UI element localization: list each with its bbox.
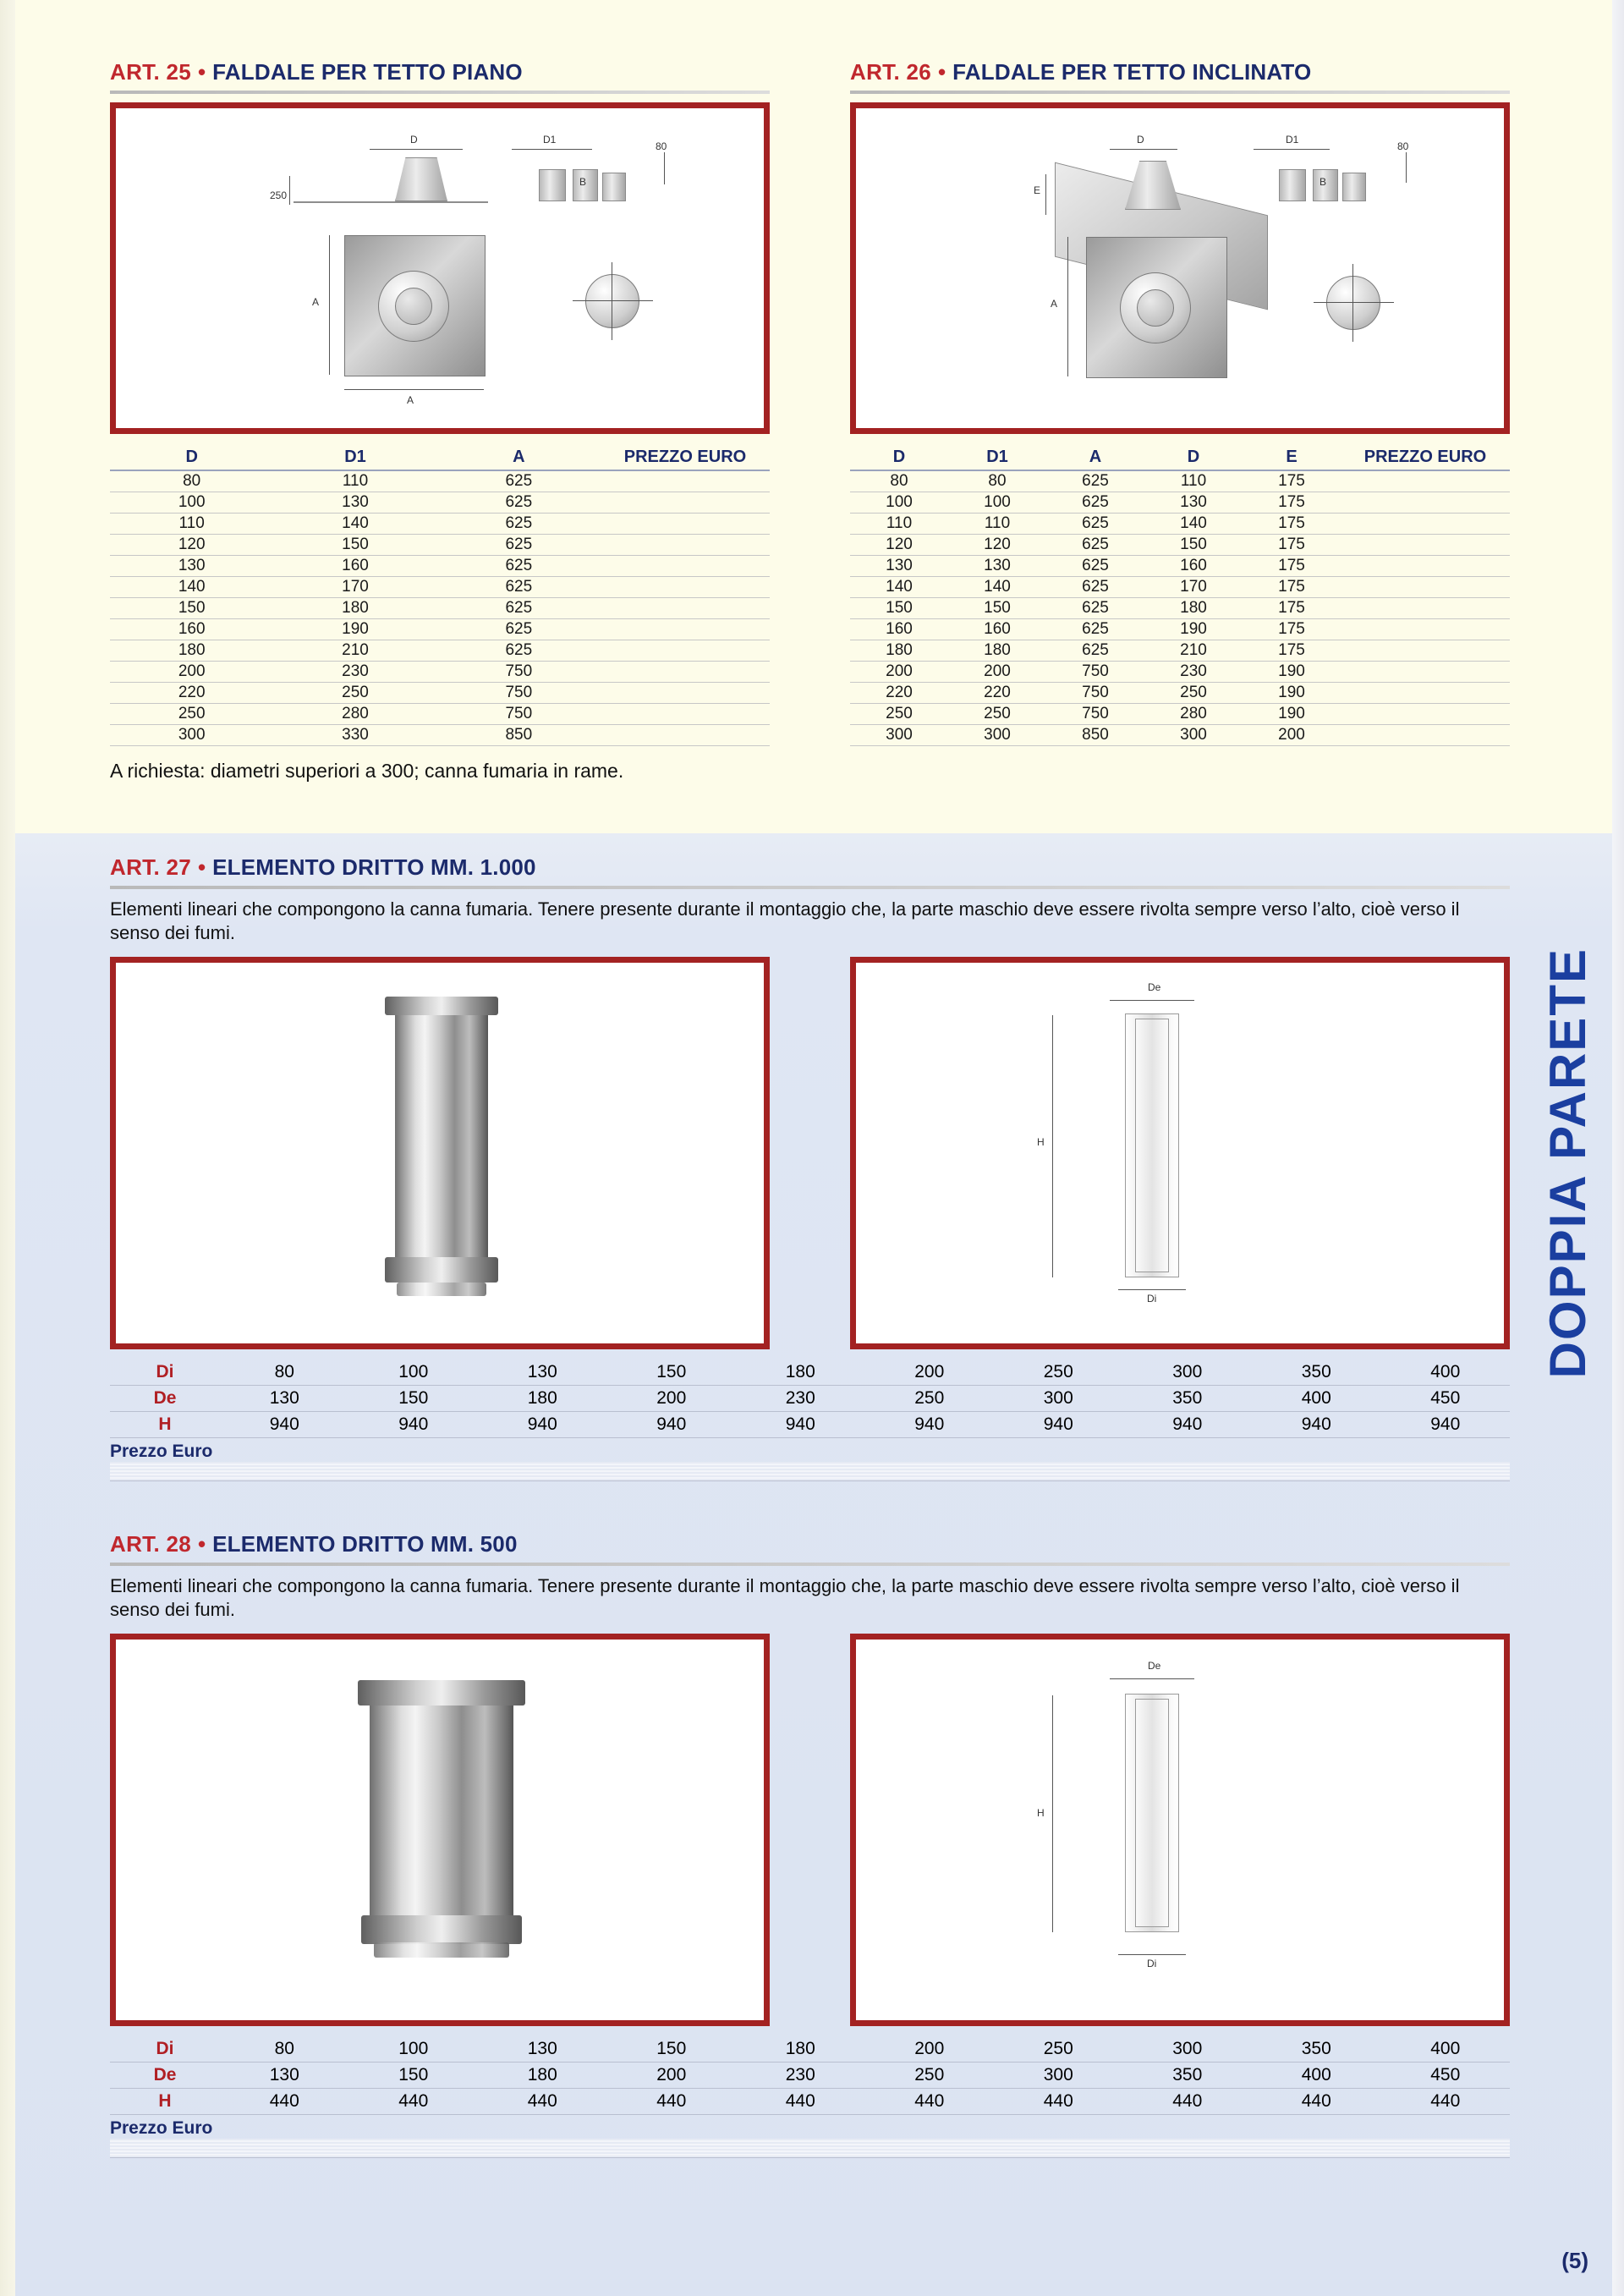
cell: 150 (948, 598, 1046, 619)
cell: 100 (850, 492, 948, 514)
section-art-27 (110, 854, 1510, 1481)
cell-price (601, 725, 770, 746)
cell: 440 (1123, 2089, 1253, 2115)
cell: 200 (607, 1386, 737, 1412)
cell: 940 (1381, 1412, 1511, 1438)
row-label-h: H (110, 2089, 220, 2115)
col-d1: D1 (273, 446, 436, 470)
cell: 625 (1046, 470, 1144, 492)
col-e: E (1243, 446, 1341, 470)
cell-price (1341, 725, 1510, 746)
art-28-rule (110, 1563, 1510, 1566)
cell: 200 (1243, 725, 1341, 746)
table-row (850, 556, 1510, 577)
cell: 120 (948, 535, 1046, 556)
cell: 300 (994, 1386, 1123, 1412)
cell: 940 (607, 1412, 737, 1438)
cell-price (1341, 662, 1510, 683)
art-25-rule (110, 91, 770, 94)
cell: 110 (110, 514, 273, 535)
art-28-heading (110, 1531, 1510, 1557)
table-row (110, 556, 770, 577)
cell: 440 (478, 2089, 607, 2115)
table-row (110, 662, 770, 683)
cell: 400 (1252, 1386, 1381, 1412)
availability-note: A richiesta: diametri superiori a 300; canna fumaria in rame. (110, 760, 624, 782)
cell: 140 (948, 577, 1046, 598)
table-row (850, 662, 1510, 683)
cell: 190 (1243, 704, 1341, 725)
cell: 230 (736, 2063, 865, 2089)
table-row (110, 492, 770, 514)
table-row-de (110, 2063, 1510, 2089)
cell: 940 (1123, 1412, 1253, 1438)
cell: 80 (110, 470, 273, 492)
cell: 220 (110, 683, 273, 704)
art-27-number: ART. 27 (110, 854, 192, 880)
cell: 750 (437, 683, 601, 704)
art-27-title: ELEMENTO DRITTO MM. 1.000 (212, 854, 536, 880)
cell: 140 (1144, 514, 1243, 535)
cell: 350 (1252, 1359, 1381, 1386)
cell: 150 (349, 2063, 479, 2089)
cell: 190 (1243, 662, 1341, 683)
table-row (110, 683, 770, 704)
cell: 625 (437, 514, 601, 535)
row-label-di: Di (110, 1359, 220, 1386)
table-row (850, 470, 1510, 492)
cell: 140 (110, 577, 273, 598)
cell: 625 (437, 556, 601, 577)
art-26-title: FALDALE PER TETTO INCLINATO (952, 59, 1312, 85)
art-27-heading (110, 854, 1510, 881)
cell-price (1341, 598, 1510, 619)
cell-price (1341, 535, 1510, 556)
table-header-row (850, 446, 1510, 470)
cell: 210 (273, 640, 436, 662)
label-di: Di (1147, 1293, 1157, 1305)
cell: 220 (850, 683, 948, 704)
cell: 940 (865, 1412, 995, 1438)
cell: 850 (437, 725, 601, 746)
cell-price (601, 683, 770, 704)
cell: 170 (273, 577, 436, 598)
cell: 110 (948, 514, 1046, 535)
col-prezzo: PREZZO EURO (601, 446, 770, 470)
table-row-h (110, 2089, 1510, 2115)
cell: 130 (110, 556, 273, 577)
cell: 130 (1144, 492, 1243, 514)
cell: 940 (478, 1412, 607, 1438)
table-row (110, 725, 770, 746)
table-row-di (110, 1359, 1510, 1386)
art-25-bullet: • (198, 59, 206, 85)
art-28-photo (110, 1634, 770, 2026)
cell-price (601, 492, 770, 514)
table-row (850, 514, 1510, 535)
cell: 250 (865, 2063, 995, 2089)
art-28-bullet: • (198, 1531, 206, 1557)
table-row (110, 704, 770, 725)
cell: 280 (1144, 704, 1243, 725)
cell: 625 (437, 535, 601, 556)
art-28-images (110, 1634, 1510, 2026)
cell: 250 (865, 1386, 995, 1412)
cell-price (1341, 492, 1510, 514)
cell: 150 (1144, 535, 1243, 556)
cell: 750 (1046, 704, 1144, 725)
art-25-table-body (110, 470, 770, 746)
art-27-table (110, 1359, 1510, 1438)
art-25-title: FALDALE PER TETTO PIANO (212, 59, 523, 85)
cell: 175 (1243, 535, 1341, 556)
col-d: D (110, 446, 273, 470)
cell: 625 (1046, 492, 1144, 514)
row-label-de: De (110, 2063, 220, 2089)
art-26-rule (850, 91, 1510, 94)
table-row (110, 619, 770, 640)
art-25-heading (110, 59, 770, 85)
cell: 150 (607, 2036, 737, 2063)
section-banner: DOPPIA PARETE (1539, 948, 1596, 1379)
cell: 300 (994, 2063, 1123, 2089)
cell: 940 (736, 1412, 865, 1438)
cell: 100 (110, 492, 273, 514)
cell: 130 (850, 556, 948, 577)
cell: 300 (1123, 2036, 1253, 2063)
cell: 160 (850, 619, 948, 640)
art-26-bullet: • (938, 59, 946, 85)
table-header-row (110, 446, 770, 470)
cell: 280 (273, 704, 436, 725)
col-d: D (850, 446, 948, 470)
cell: 180 (948, 640, 1046, 662)
cell-price (601, 662, 770, 683)
cell: 180 (1144, 598, 1243, 619)
cell: 120 (850, 535, 948, 556)
cell: 160 (273, 556, 436, 577)
table-row (850, 492, 1510, 514)
table-row (850, 704, 1510, 725)
col-a: A (1046, 446, 1144, 470)
cell: 940 (994, 1412, 1123, 1438)
art-26-number: ART. 26 (850, 59, 932, 85)
art-27-price-strip (110, 1462, 1510, 1481)
cell: 300 (850, 725, 948, 746)
art-27-bullet: • (198, 854, 206, 880)
cell: 110 (1144, 470, 1243, 492)
cell: 440 (994, 2089, 1123, 2115)
cell: 210 (1144, 640, 1243, 662)
cell: 140 (850, 577, 948, 598)
cell: 250 (273, 683, 436, 704)
cell: 100 (349, 1359, 479, 1386)
cell-price (601, 556, 770, 577)
cell: 940 (1252, 1412, 1381, 1438)
cell: 160 (110, 619, 273, 640)
cell: 190 (1243, 683, 1341, 704)
cell: 200 (607, 2063, 737, 2089)
cell: 230 (736, 1386, 865, 1412)
col-d-second: D (1144, 446, 1243, 470)
cell: 440 (607, 2089, 737, 2115)
cell: 750 (437, 662, 601, 683)
cell: 625 (1046, 556, 1144, 577)
section-art-26 (850, 59, 1510, 746)
cell: 625 (437, 640, 601, 662)
cell: 200 (110, 662, 273, 683)
table-row (850, 577, 1510, 598)
section-art-25 (110, 59, 770, 783)
cell: 190 (1144, 619, 1243, 640)
cell-price (601, 470, 770, 492)
cell-price (601, 640, 770, 662)
cell: 200 (865, 1359, 995, 1386)
section-art-28 (110, 1531, 1510, 2158)
cell: 440 (220, 2089, 349, 2115)
table-row (850, 725, 1510, 746)
row-label-de: De (110, 1386, 220, 1412)
cell: 625 (1046, 598, 1144, 619)
cell: 175 (1243, 492, 1341, 514)
label-de: De (1148, 1660, 1161, 1673)
cell: 180 (850, 640, 948, 662)
cell: 625 (1046, 514, 1144, 535)
cell: 440 (865, 2089, 995, 2115)
cell: 110 (850, 514, 948, 535)
table-row-de (110, 1386, 1510, 1412)
cell: 440 (1381, 2089, 1511, 2115)
label-de: De (1148, 981, 1161, 994)
col-d1: D1 (948, 446, 1046, 470)
table-row (110, 470, 770, 492)
cell: 250 (994, 2036, 1123, 2063)
cell-price (601, 598, 770, 619)
cell: 100 (948, 492, 1046, 514)
table-row (850, 598, 1510, 619)
cell: 625 (437, 470, 601, 492)
art-25-number: ART. 25 (110, 59, 192, 85)
cell-price (601, 577, 770, 598)
cell: 200 (948, 662, 1046, 683)
cell: 175 (1243, 514, 1341, 535)
cell-price (601, 619, 770, 640)
table-row (850, 683, 1510, 704)
cell: 250 (850, 704, 948, 725)
table-row (110, 640, 770, 662)
art-27-images (110, 957, 1510, 1349)
table-row (850, 619, 1510, 640)
cell: 80 (220, 2036, 349, 2063)
art-26-table-body (850, 470, 1510, 746)
cell: 175 (1243, 577, 1341, 598)
cell: 625 (437, 492, 601, 514)
cell: 180 (478, 1386, 607, 1412)
cell: 300 (1144, 725, 1243, 746)
label-h: H (1037, 1807, 1045, 1820)
page-number: (5) (1561, 2248, 1588, 2273)
cell-price (1341, 640, 1510, 662)
art-26-table (850, 446, 1510, 746)
table-row (110, 514, 770, 535)
cell: 230 (273, 662, 436, 683)
cell: 400 (1381, 2036, 1511, 2063)
cell: 175 (1243, 619, 1341, 640)
cell: 140 (273, 514, 436, 535)
cell: 625 (437, 598, 601, 619)
cell: 80 (220, 1359, 349, 1386)
cell: 350 (1123, 1386, 1253, 1412)
cell-price (1341, 704, 1510, 725)
cell-price (601, 704, 770, 725)
cell: 220 (948, 683, 1046, 704)
cell: 180 (273, 598, 436, 619)
label-di: Di (1147, 1958, 1157, 1970)
art-28-price-strip (110, 2139, 1510, 2158)
cell: 130 (478, 2036, 607, 2063)
cell: 150 (850, 598, 948, 619)
cell: 440 (349, 2089, 479, 2115)
col-prezzo: PREZZO EURO (1341, 446, 1510, 470)
cell: 180 (478, 2063, 607, 2089)
art-28-price-label: Prezzo Euro (110, 2118, 213, 2139)
cell: 300 (1123, 1359, 1253, 1386)
cell: 110 (273, 470, 436, 492)
art-26-heading (850, 59, 1510, 85)
cell-price (1341, 556, 1510, 577)
cell: 130 (478, 1359, 607, 1386)
cell: 175 (1243, 640, 1341, 662)
cell-price (1341, 470, 1510, 492)
cell: 400 (1381, 1359, 1511, 1386)
cell-price (1341, 683, 1510, 704)
art-27-description: Elementi lineari che compongono la canna fumaria. Tenere presente durante il montaggio che, la parte maschio deve essere rivolta sempre verso l’alto, cioè verso il senso dei fumi. (110, 898, 1460, 944)
row-label-h: H (110, 1412, 220, 1438)
cell: 250 (110, 704, 273, 725)
art-28-title: ELEMENTO DRITTO MM. 500 (212, 1531, 518, 1557)
cell: 120 (110, 535, 273, 556)
art-27-diagram (850, 957, 1510, 1349)
cell: 150 (110, 598, 273, 619)
cell: 130 (220, 1386, 349, 1412)
table-row (850, 640, 1510, 662)
cell: 940 (349, 1412, 479, 1438)
cell: 350 (1252, 2036, 1381, 2063)
table-row (110, 577, 770, 598)
cell: 80 (850, 470, 948, 492)
cell: 625 (1046, 619, 1144, 640)
art-28-diagram (850, 1634, 1510, 2026)
cell-price (601, 535, 770, 556)
cell: 250 (1144, 683, 1243, 704)
art-28-number: ART. 28 (110, 1531, 192, 1557)
cell-price (1341, 577, 1510, 598)
cell: 400 (1252, 2063, 1381, 2089)
art-28-table (110, 2036, 1510, 2115)
cell: 625 (1046, 577, 1144, 598)
cell-price (1341, 514, 1510, 535)
table-row (850, 535, 1510, 556)
cell: 180 (736, 2036, 865, 2063)
cell: 850 (1046, 725, 1144, 746)
cell: 200 (850, 662, 948, 683)
cell: 160 (1144, 556, 1243, 577)
table-row-di (110, 2036, 1510, 2063)
cell: 150 (273, 535, 436, 556)
art-26-drawing: D D1 80 E B A (850, 102, 1510, 434)
cell-price (601, 514, 770, 535)
table-row (110, 598, 770, 619)
cell: 200 (865, 2036, 995, 2063)
art-27-photo (110, 957, 770, 1349)
cell: 80 (948, 470, 1046, 492)
table-row (110, 535, 770, 556)
cell: 175 (1243, 556, 1341, 577)
cell: 300 (948, 725, 1046, 746)
cell: 625 (1046, 640, 1144, 662)
cell: 300 (110, 725, 273, 746)
art-28-description: Elementi lineari che compongono la canna fumaria. Tenere presente durante il montaggio che, la parte maschio deve essere rivolta sempre verso l’alto, cioè verso il senso dei fumi. (110, 1575, 1460, 1621)
cell: 130 (220, 2063, 349, 2089)
cell: 750 (1046, 683, 1144, 704)
cell: 250 (948, 704, 1046, 725)
cell: 330 (273, 725, 436, 746)
art-25-table (110, 446, 770, 746)
cell: 940 (220, 1412, 349, 1438)
cell: 175 (1243, 598, 1341, 619)
cell: 625 (1046, 535, 1144, 556)
cell: 625 (437, 619, 601, 640)
cell: 180 (110, 640, 273, 662)
cell: 440 (736, 2089, 865, 2115)
cell: 450 (1381, 1386, 1511, 1412)
label-h: H (1037, 1136, 1045, 1149)
cell: 150 (349, 1386, 479, 1412)
table-row-h (110, 1412, 1510, 1438)
col-a: A (437, 446, 601, 470)
row-label-di: Di (110, 2036, 220, 2063)
cell: 175 (1243, 470, 1341, 492)
cell: 150 (607, 1359, 737, 1386)
art-27-rule (110, 886, 1510, 889)
cell: 450 (1381, 2063, 1511, 2089)
cell: 750 (1046, 662, 1144, 683)
cell: 440 (1252, 2089, 1381, 2115)
cell: 180 (736, 1359, 865, 1386)
cell: 100 (349, 2036, 479, 2063)
cell: 190 (273, 619, 436, 640)
cell: 130 (273, 492, 436, 514)
cell-price (1341, 619, 1510, 640)
cell: 160 (948, 619, 1046, 640)
cell: 750 (437, 704, 601, 725)
cell: 230 (1144, 662, 1243, 683)
art-25-drawing: D D1 80 250 B A A (110, 102, 770, 434)
cell: 130 (948, 556, 1046, 577)
cell: 170 (1144, 577, 1243, 598)
cell: 250 (994, 1359, 1123, 1386)
art-27-price-label: Prezzo Euro (110, 1442, 213, 1462)
cell: 625 (437, 577, 601, 598)
cell: 350 (1123, 2063, 1253, 2089)
